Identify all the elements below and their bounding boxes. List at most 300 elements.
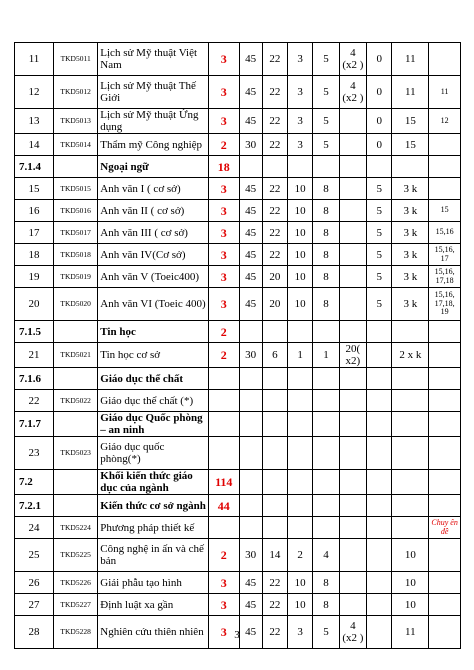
total-hours-cell: 45 — [239, 43, 262, 76]
course-row — [15, 572, 461, 594]
total-hours-cell: 30 — [239, 539, 262, 572]
stt-cell: 13 — [15, 109, 54, 134]
section-row — [15, 156, 461, 178]
exercise-hours-cell: 1 — [288, 343, 313, 368]
exam-form-cell — [392, 412, 429, 437]
discussion-hours-cell — [313, 412, 339, 437]
stt-cell: 12 — [15, 76, 54, 109]
stt-cell: 7.2.1 — [15, 495, 54, 517]
theory-hours-cell — [262, 470, 287, 495]
discussion-hours-cell — [313, 156, 339, 178]
total-hours-cell: 30 — [239, 343, 262, 368]
exercise-hours-cell — [288, 412, 313, 437]
theory-hours-cell: 6 — [262, 343, 287, 368]
course-code-cell: TKD5021 — [54, 343, 98, 368]
theory-hours-cell: 14 — [262, 539, 287, 572]
theory-hours-cell — [262, 517, 287, 539]
course-code-cell: TKD5013 — [54, 109, 98, 134]
course-code-cell — [54, 495, 98, 517]
prerequisite-cell: 15,16 — [429, 222, 461, 244]
practice-hours-cell — [339, 470, 366, 495]
course-name-cell: Tin học — [98, 321, 209, 343]
discussion-hours-cell — [313, 321, 339, 343]
credits-cell: 2 — [208, 539, 239, 572]
stt-cell: 28 — [15, 616, 54, 649]
course-name-cell: Giáo dục Quốc phòng – an ninh — [98, 412, 209, 437]
course-row — [15, 343, 461, 368]
stt-cell: 18 — [15, 244, 54, 266]
course-row — [15, 266, 461, 288]
total-hours-cell: 45 — [239, 222, 262, 244]
course-row — [15, 517, 461, 539]
self-study-hours-cell — [367, 437, 392, 470]
discussion-hours-cell — [313, 495, 339, 517]
course-code-cell: TKD5224 — [54, 517, 98, 539]
theory-hours-cell — [262, 390, 287, 412]
course-name-cell: Anh văn II ( cơ sở) — [98, 200, 209, 222]
credits-cell: 44 — [208, 495, 239, 517]
course-row — [15, 200, 461, 222]
total-hours-cell — [239, 368, 262, 390]
practice-hours-cell: 4 (x2 ) — [339, 43, 366, 76]
credits-cell — [208, 368, 239, 390]
course-row — [15, 594, 461, 616]
total-hours-cell: 45 — [239, 266, 262, 288]
section-row — [15, 368, 461, 390]
discussion-hours-cell: 5 — [313, 76, 339, 109]
credits-cell: 2 — [208, 134, 239, 156]
self-study-hours-cell: 0 — [367, 43, 392, 76]
total-hours-cell: 45 — [239, 616, 262, 649]
course-code-cell: TKD5016 — [54, 200, 98, 222]
theory-hours-cell: 22 — [262, 572, 287, 594]
credits-cell: 3 — [208, 200, 239, 222]
course-code-cell: TKD5023 — [54, 437, 98, 470]
credits-cell: 3 — [208, 109, 239, 134]
self-study-hours-cell: 5 — [367, 178, 392, 200]
discussion-hours-cell — [313, 368, 339, 390]
credits-cell: 18 — [208, 156, 239, 178]
course-row — [15, 134, 461, 156]
practice-hours-cell: 4 (x2 ) — [339, 616, 366, 649]
exercise-hours-cell: 10 — [288, 594, 313, 616]
total-hours-cell: 45 — [239, 594, 262, 616]
prerequisite-cell — [429, 134, 461, 156]
stt-cell: 14 — [15, 134, 54, 156]
credits-cell — [208, 390, 239, 412]
self-study-hours-cell: 5 — [367, 222, 392, 244]
course-code-cell: TKD5228 — [54, 616, 98, 649]
exam-form-cell: 3 k — [392, 178, 429, 200]
stt-cell: 25 — [15, 539, 54, 572]
section-row — [15, 470, 461, 495]
exam-form-cell: 2 x k — [392, 343, 429, 368]
practice-hours-cell — [339, 321, 366, 343]
theory-hours-cell — [262, 156, 287, 178]
prerequisite-cell — [429, 470, 461, 495]
course-name-cell: Anh văn VI (Toeic 400) — [98, 288, 209, 321]
practice-hours-cell — [339, 178, 366, 200]
exam-form-cell — [392, 321, 429, 343]
practice-hours-cell — [339, 572, 366, 594]
discussion-hours-cell: 8 — [313, 288, 339, 321]
stt-cell: 7.1.7 — [15, 412, 54, 437]
exam-form-cell — [392, 495, 429, 517]
stt-cell: 7.1.6 — [15, 368, 54, 390]
course-code-cell — [54, 368, 98, 390]
practice-hours-cell — [339, 594, 366, 616]
practice-hours-cell — [339, 288, 366, 321]
discussion-hours-cell: 8 — [313, 572, 339, 594]
total-hours-cell: 45 — [239, 572, 262, 594]
course-code-cell — [54, 412, 98, 437]
stt-cell: 17 — [15, 222, 54, 244]
self-study-hours-cell — [367, 572, 392, 594]
course-code-cell: TKD5020 — [54, 288, 98, 321]
total-hours-cell — [239, 156, 262, 178]
course-name-cell: Anh văn V (Toeic400) — [98, 266, 209, 288]
practice-hours-cell — [339, 244, 366, 266]
exam-form-cell: 3 k — [392, 244, 429, 266]
course-code-cell: TKD5022 — [54, 390, 98, 412]
stt-cell: 7.2 — [15, 470, 54, 495]
section-row — [15, 412, 461, 437]
prerequisite-cell — [429, 572, 461, 594]
course-code-cell — [54, 321, 98, 343]
exam-form-cell: 3 k — [392, 288, 429, 321]
stt-cell: 16 — [15, 200, 54, 222]
total-hours-cell — [239, 495, 262, 517]
theory-hours-cell: 22 — [262, 222, 287, 244]
prerequisite-cell: 15,16, 17,18 — [429, 266, 461, 288]
prerequisite-cell: 12 — [429, 109, 461, 134]
practice-hours-cell — [339, 156, 366, 178]
discussion-hours-cell — [313, 390, 339, 412]
prerequisite-cell — [429, 156, 461, 178]
self-study-hours-cell: 5 — [367, 288, 392, 321]
theory-hours-cell — [262, 412, 287, 437]
exercise-hours-cell — [288, 470, 313, 495]
prerequisite-cell: 15 — [429, 200, 461, 222]
stt-cell: 26 — [15, 572, 54, 594]
stt-cell: 15 — [15, 178, 54, 200]
exercise-hours-cell — [288, 437, 313, 470]
practice-hours-cell — [339, 495, 366, 517]
course-code-cell: TKD5018 — [54, 244, 98, 266]
theory-hours-cell: 20 — [262, 288, 287, 321]
course-name-cell: Lịch sử Mỹ thuật Ứng dụng — [98, 109, 209, 134]
curriculum-table — [14, 42, 461, 649]
self-study-hours-cell: 5 — [367, 200, 392, 222]
stt-cell: 7.1.5 — [15, 321, 54, 343]
theory-hours-cell: 22 — [262, 134, 287, 156]
course-name-cell: Giáo dục thể chất — [98, 368, 209, 390]
exam-form-cell — [392, 390, 429, 412]
credits-cell — [208, 412, 239, 437]
course-row — [15, 109, 461, 134]
credits-cell: 2 — [208, 343, 239, 368]
self-study-hours-cell: 0 — [367, 76, 392, 109]
course-code-cell — [54, 470, 98, 495]
course-code-cell — [54, 156, 98, 178]
exam-form-cell: 10 — [392, 572, 429, 594]
course-name-cell: Lịch sử Mỹ thuật Việt Nam — [98, 43, 209, 76]
exercise-hours-cell — [288, 390, 313, 412]
discussion-hours-cell — [313, 517, 339, 539]
stt-cell: 19 — [15, 266, 54, 288]
theory-hours-cell: 22 — [262, 76, 287, 109]
prerequisite-cell — [429, 343, 461, 368]
exercise-hours-cell: 10 — [288, 288, 313, 321]
credits-cell: 3 — [208, 616, 239, 649]
discussion-hours-cell: 5 — [313, 134, 339, 156]
course-name-cell: Kiến thức cơ sở ngành — [98, 495, 209, 517]
exam-form-cell — [392, 437, 429, 470]
credits-cell — [208, 517, 239, 539]
course-code-cell: TKD5019 — [54, 266, 98, 288]
self-study-hours-cell — [367, 156, 392, 178]
self-study-hours-cell: 5 — [367, 266, 392, 288]
credits-cell: 2 — [208, 321, 239, 343]
practice-hours-cell — [339, 109, 366, 134]
discussion-hours-cell: 5 — [313, 616, 339, 649]
exercise-hours-cell — [288, 321, 313, 343]
total-hours-cell — [239, 470, 262, 495]
course-name-cell: Lịch sử Mỹ thuật Thế Giới — [98, 76, 209, 109]
exercise-hours-cell: 10 — [288, 572, 313, 594]
total-hours-cell — [239, 437, 262, 470]
theory-hours-cell: 20 — [262, 266, 287, 288]
discussion-hours-cell: 8 — [313, 222, 339, 244]
credits-cell: 3 — [208, 266, 239, 288]
practice-hours-cell — [339, 517, 366, 539]
course-row — [15, 539, 461, 572]
practice-hours-cell — [339, 437, 366, 470]
practice-hours-cell: 20( x2) — [339, 343, 366, 368]
practice-hours-cell — [339, 368, 366, 390]
credits-cell: 3 — [208, 76, 239, 109]
exercise-hours-cell: 10 — [288, 178, 313, 200]
course-row — [15, 222, 461, 244]
discussion-hours-cell — [313, 437, 339, 470]
discussion-hours-cell: 8 — [313, 266, 339, 288]
discussion-hours-cell: 5 — [313, 109, 339, 134]
page-number: 3 — [234, 629, 240, 641]
theory-hours-cell: 22 — [262, 594, 287, 616]
exam-form-cell — [392, 470, 429, 495]
exercise-hours-cell: 3 — [288, 109, 313, 134]
practice-hours-cell: 4 (x2 ) — [339, 76, 366, 109]
table-body — [15, 43, 461, 649]
theory-hours-cell — [262, 368, 287, 390]
total-hours-cell: 45 — [239, 288, 262, 321]
course-code-cell: TKD5014 — [54, 134, 98, 156]
practice-hours-cell — [339, 134, 366, 156]
course-row — [15, 390, 461, 412]
practice-hours-cell — [339, 200, 366, 222]
self-study-hours-cell — [367, 470, 392, 495]
total-hours-cell — [239, 390, 262, 412]
section-row — [15, 495, 461, 517]
self-study-hours-cell — [367, 321, 392, 343]
prerequisite-cell — [429, 539, 461, 572]
course-name-cell: Giáo dục quốc phòng(*) — [98, 437, 209, 470]
stt-cell: 11 — [15, 43, 54, 76]
self-study-hours-cell — [367, 594, 392, 616]
total-hours-cell: 45 — [239, 109, 262, 134]
course-name-cell: Khối kiến thức giáo dục của ngành — [98, 470, 209, 495]
exercise-hours-cell: 10 — [288, 266, 313, 288]
course-row — [15, 288, 461, 321]
total-hours-cell: 45 — [239, 200, 262, 222]
credits-cell: 114 — [208, 470, 239, 495]
course-name-cell: Giáo dục thể chất (*) — [98, 390, 209, 412]
course-name-cell: Công nghệ in ấn và chế bản — [98, 539, 209, 572]
prerequisite-cell — [429, 390, 461, 412]
discussion-hours-cell: 8 — [313, 244, 339, 266]
practice-hours-cell — [339, 222, 366, 244]
credits-cell: 3 — [208, 43, 239, 76]
credits-cell: 3 — [208, 288, 239, 321]
self-study-hours-cell — [367, 412, 392, 437]
exam-form-cell: 11 — [392, 76, 429, 109]
stt-cell: 23 — [15, 437, 54, 470]
exam-form-cell: 11 — [392, 616, 429, 649]
exam-form-cell: 3 k — [392, 222, 429, 244]
practice-hours-cell — [339, 412, 366, 437]
exercise-hours-cell: 3 — [288, 76, 313, 109]
exam-form-cell — [392, 156, 429, 178]
self-study-hours-cell — [367, 539, 392, 572]
exam-form-cell: 3 k — [392, 266, 429, 288]
theory-hours-cell: 22 — [262, 43, 287, 76]
course-name-cell: Anh văn I ( cơ sở) — [98, 178, 209, 200]
self-study-hours-cell: 0 — [367, 134, 392, 156]
self-study-hours-cell: 0 — [367, 109, 392, 134]
exercise-hours-cell — [288, 156, 313, 178]
course-name-cell: Anh văn IV(Cơ sở) — [98, 244, 209, 266]
prerequisite-cell — [429, 437, 461, 470]
theory-hours-cell: 22 — [262, 244, 287, 266]
course-code-cell: TKD5012 — [54, 76, 98, 109]
prerequisite-cell: 15,16, 17,18, 19 — [429, 288, 461, 321]
self-study-hours-cell — [367, 343, 392, 368]
course-row — [15, 244, 461, 266]
total-hours-cell: 45 — [239, 244, 262, 266]
credits-cell: 3 — [208, 572, 239, 594]
self-study-hours-cell: 5 — [367, 244, 392, 266]
stt-cell: 27 — [15, 594, 54, 616]
prerequisite-cell: 15,16, 17 — [429, 244, 461, 266]
exam-form-cell: 15 — [392, 109, 429, 134]
exam-form-cell: 11 — [392, 43, 429, 76]
exercise-hours-cell: 2 — [288, 539, 313, 572]
exercise-hours-cell: 3 — [288, 134, 313, 156]
self-study-hours-cell — [367, 495, 392, 517]
course-name-cell: Thẩm mỹ Công nghiệp — [98, 134, 209, 156]
course-name-cell: Tin học cơ sở — [98, 343, 209, 368]
course-row — [15, 76, 461, 109]
discussion-hours-cell — [313, 470, 339, 495]
practice-hours-cell — [339, 390, 366, 412]
self-study-hours-cell — [367, 390, 392, 412]
course-name-cell: Giải phẫu tạo hình — [98, 572, 209, 594]
stt-cell: 21 — [15, 343, 54, 368]
total-hours-cell: 45 — [239, 76, 262, 109]
exercise-hours-cell: 3 — [288, 43, 313, 76]
total-hours-cell — [239, 412, 262, 437]
practice-hours-cell — [339, 539, 366, 572]
course-code-cell: TKD5227 — [54, 594, 98, 616]
credits-cell — [208, 437, 239, 470]
prerequisite-cell — [429, 368, 461, 390]
credits-cell: 3 — [208, 244, 239, 266]
discussion-hours-cell: 8 — [313, 200, 339, 222]
total-hours-cell: 30 — [239, 134, 262, 156]
course-name-cell: Nghiên cứu thiên nhiên — [98, 616, 209, 649]
section-row — [15, 321, 461, 343]
course-code-cell: TKD5011 — [54, 43, 98, 76]
stt-cell: 24 — [15, 517, 54, 539]
stt-cell: 20 — [15, 288, 54, 321]
prerequisite-cell — [429, 43, 461, 76]
theory-hours-cell: 22 — [262, 616, 287, 649]
course-row — [15, 43, 461, 76]
course-name-cell: Định luật xa gần — [98, 594, 209, 616]
prerequisite-cell — [429, 594, 461, 616]
total-hours-cell: 45 — [239, 178, 262, 200]
practice-hours-cell — [339, 266, 366, 288]
theory-hours-cell: 22 — [262, 200, 287, 222]
exercise-hours-cell — [288, 495, 313, 517]
exam-form-cell — [392, 368, 429, 390]
exercise-hours-cell — [288, 368, 313, 390]
theory-hours-cell: 22 — [262, 178, 287, 200]
stt-cell: 7.1.4 — [15, 156, 54, 178]
prerequisite-cell — [429, 495, 461, 517]
theory-hours-cell — [262, 495, 287, 517]
course-code-cell: TKD5017 — [54, 222, 98, 244]
discussion-hours-cell: 4 — [313, 539, 339, 572]
exercise-hours-cell: 10 — [288, 200, 313, 222]
total-hours-cell — [239, 517, 262, 539]
prerequisite-cell — [429, 321, 461, 343]
exam-form-cell — [392, 517, 429, 539]
prerequisite-cell — [429, 412, 461, 437]
discussion-hours-cell: 8 — [313, 594, 339, 616]
exercise-hours-cell: 3 — [288, 616, 313, 649]
credits-cell: 3 — [208, 178, 239, 200]
course-name-cell: Ngoại ngữ — [98, 156, 209, 178]
course-code-cell: TKD5015 — [54, 178, 98, 200]
discussion-hours-cell: 8 — [313, 178, 339, 200]
course-name-cell: Phương pháp thiết kế — [98, 517, 209, 539]
credits-cell: 3 — [208, 222, 239, 244]
self-study-hours-cell — [367, 517, 392, 539]
exam-form-cell: 10 — [392, 594, 429, 616]
prerequisite-cell — [429, 178, 461, 200]
theory-hours-cell: 22 — [262, 109, 287, 134]
credits-cell: 3 — [208, 594, 239, 616]
theory-hours-cell — [262, 437, 287, 470]
course-code-cell: TKD5225 — [54, 539, 98, 572]
exercise-hours-cell — [288, 517, 313, 539]
self-study-hours-cell — [367, 368, 392, 390]
exam-form-cell: 3 k — [392, 200, 429, 222]
exercise-hours-cell: 10 — [288, 222, 313, 244]
prerequisite-cell: 11 — [429, 76, 461, 109]
course-row — [15, 437, 461, 470]
